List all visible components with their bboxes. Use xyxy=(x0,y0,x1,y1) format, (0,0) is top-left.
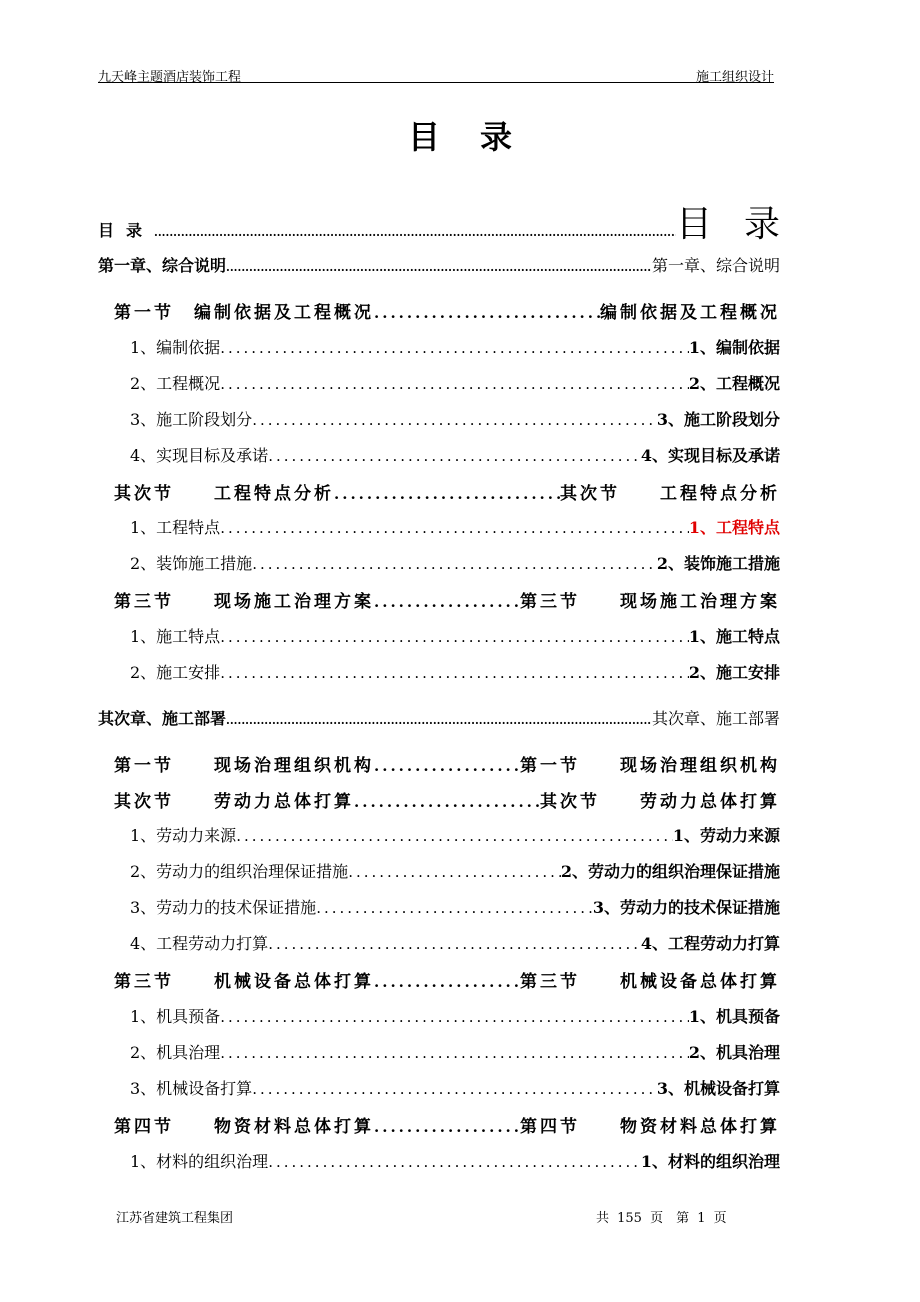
toc-leader-dots xyxy=(220,664,689,682)
toc-entry-chapter-1[interactable] xyxy=(98,253,780,276)
toc-entry-item[interactable] xyxy=(130,335,780,358)
toc-entry-ref: 2、装饰施工措施 xyxy=(656,554,780,573)
toc-leader-dots xyxy=(334,485,560,503)
toc-entry-item[interactable] xyxy=(130,551,780,574)
toc-entry-label: 1、编制依据 xyxy=(130,338,221,357)
toc-leader-dots xyxy=(236,827,673,845)
toc-entry-label: 第一章、综合说明 xyxy=(98,256,227,275)
toc-entry-item[interactable] xyxy=(130,371,780,394)
toc-entry-label: 3、劳动力的技术保证措施 xyxy=(130,898,317,917)
page-header xyxy=(98,64,774,83)
toc-entry-label: 其次节 工程特点分析 xyxy=(114,484,334,504)
toc-entry-item[interactable] xyxy=(130,1149,780,1172)
toc-entry-label: 2、机具治理 xyxy=(130,1043,221,1062)
toc-entry-label: 3、机械设备打算 xyxy=(130,1079,253,1098)
toc-entry-contents[interactable] xyxy=(98,196,812,247)
toc-leader-dots xyxy=(252,411,657,429)
toc-leader-dots xyxy=(226,714,652,727)
toc-entry-section[interactable] xyxy=(114,1112,780,1137)
toc-entry-label: 第一节 现场治理组织机构 xyxy=(114,756,374,776)
toc-leader-dots xyxy=(268,935,641,953)
toc-entry-label: 1、材料的组织治理 xyxy=(130,1152,269,1171)
page-title: 目录 xyxy=(407,118,552,156)
toc-entry-ref: 第四节 物资材料总体打算 xyxy=(520,1117,780,1137)
toc-leader-dots xyxy=(316,899,593,917)
toc-entry-item[interactable] xyxy=(130,407,780,430)
toc-leader-dots xyxy=(220,375,689,393)
toc-entry-ref: 4、工程劳动力打算 xyxy=(640,934,780,953)
toc-entry-ref: 1、施工特点 xyxy=(688,627,780,646)
toc-leader-dots xyxy=(348,863,561,881)
toc-entry-ref: 4、实现目标及承诺 xyxy=(640,446,780,465)
toc-entry-label: 2、装饰施工措施 xyxy=(130,554,253,573)
toc-leader-dots xyxy=(268,1153,641,1171)
toc-entry-label: 其次章、施工部署 xyxy=(98,709,227,728)
toc-entry-label: 4、工程劳动力打算 xyxy=(130,934,269,953)
toc-entry-ref: 第三节 现场施工治理方案 xyxy=(520,592,780,612)
toc-entry-item[interactable] xyxy=(130,823,780,846)
toc-entry-item[interactable] xyxy=(130,624,780,647)
toc-entry-label: 2、劳动力的组织治理保证措施 xyxy=(130,862,349,881)
header-doc-type: 施工组织设计 xyxy=(695,70,774,85)
toc-entry-item-highlighted[interactable] xyxy=(130,515,780,538)
toc-leader-dots xyxy=(220,339,689,357)
toc-entry-ref: 2、施工安排 xyxy=(688,663,780,682)
toc-leader-dots xyxy=(220,628,689,646)
toc-entry-label: 1、机具预备 xyxy=(130,1007,221,1026)
toc-entry-ref: 1、材料的组织治理 xyxy=(640,1152,780,1171)
toc-entry-label: 2、施工安排 xyxy=(130,663,221,682)
toc-entry-ref: 第一节 现场治理组织机构 xyxy=(520,756,780,776)
toc-entry-ref: 3、施工阶段划分 xyxy=(656,410,780,429)
toc-entry-ref: 1、机具预备 xyxy=(688,1007,780,1026)
toc-entry-label: 第一节 编制依据及工程概况 xyxy=(114,303,374,323)
footer-pagination: 共 155 页 第 1 页 xyxy=(596,1211,727,1226)
toc-entry-item[interactable] xyxy=(130,1076,780,1099)
toc-entry-ref: 2、劳动力的组织治理保证措施 xyxy=(560,862,780,881)
toc-entry-item[interactable] xyxy=(130,859,780,882)
toc-entry-label: 1、工程特点 xyxy=(130,518,221,537)
toc-entry-ref: 3、劳动力的技术保证措施 xyxy=(592,898,780,917)
toc-entry-label: 其次节 劳动力总体打算 xyxy=(114,792,354,812)
toc-entry-item[interactable] xyxy=(130,660,780,683)
toc-entry-ref: 1、劳动力来源 xyxy=(672,826,780,845)
toc-entry-ref: 1、工程特点 xyxy=(688,518,780,537)
toc-leader-dots xyxy=(252,555,657,573)
toc-leader-dots xyxy=(374,304,600,322)
toc-leader-dots xyxy=(268,447,641,465)
header-project-name: 九天峰主题酒店装饰工程 xyxy=(98,70,242,85)
toc-entry-label: 2、工程概况 xyxy=(130,374,221,393)
toc-entry-ref: 3、机械设备打算 xyxy=(656,1079,780,1098)
toc-leader-dots xyxy=(220,519,689,537)
toc-entry-ref: 其次节 工程特点分析 xyxy=(560,484,780,504)
toc-entry-ref: 编制依据及工程概况 xyxy=(600,303,780,323)
toc-entry-label: 第四节 物资材料总体打算 xyxy=(114,1117,374,1137)
toc-leader-dots xyxy=(374,593,520,611)
toc-entry-ref: 2、工程概况 xyxy=(688,374,780,393)
toc-entry-ref: 1、编制依据 xyxy=(688,338,780,357)
toc-leader-dots xyxy=(220,1044,689,1062)
toc-entry-ref: 第三节 机械设备总体打算 xyxy=(520,972,780,992)
toc-entry-section[interactable] xyxy=(114,787,780,812)
toc-leader-dots xyxy=(226,261,652,274)
toc-entry-ref: 第一章、综合说明 xyxy=(651,256,780,275)
toc-entry-item[interactable] xyxy=(130,1040,780,1063)
toc-entry-section[interactable] xyxy=(114,751,780,776)
toc-entry-item[interactable] xyxy=(130,931,780,954)
toc-entry-section[interactable] xyxy=(114,587,780,612)
toc-entry-item[interactable] xyxy=(130,1004,780,1027)
toc-leader-dots xyxy=(220,1008,689,1026)
toc-entry-label: 3、施工阶段划分 xyxy=(130,410,253,429)
toc-entry-item[interactable] xyxy=(130,895,780,918)
toc-entry-section[interactable] xyxy=(114,298,780,323)
toc-entry-label: 目录 xyxy=(98,221,155,240)
toc-leader-dots xyxy=(354,793,540,811)
toc-entry-section[interactable] xyxy=(114,479,780,504)
toc-entry-ref: 其次节 劳动力总体打算 xyxy=(540,792,780,812)
footer-company: 江苏省建筑工程集团 xyxy=(116,1211,234,1226)
toc-leader-dots xyxy=(374,1118,520,1136)
toc-entry-label: 第三节 机械设备总体打算 xyxy=(114,972,374,992)
toc-entry-label: 1、施工特点 xyxy=(130,627,221,646)
toc-entry-label: 1、劳动力来源 xyxy=(130,826,237,845)
toc-entry-label: 4、实现目标及承诺 xyxy=(130,446,269,465)
toc-entry-chapter-2[interactable] xyxy=(98,706,780,729)
toc-entry-label: 第三节 现场施工治理方案 xyxy=(114,592,374,612)
toc-leader-dots xyxy=(374,757,520,775)
toc-leader-dots xyxy=(374,973,520,991)
toc-leader-dots xyxy=(252,1080,657,1098)
toc-entry-ref: 其次章、施工部署 xyxy=(651,709,780,728)
toc-leader-dots xyxy=(154,226,676,239)
toc-entry-ref: 目录 xyxy=(675,204,812,245)
toc-entry-section[interactable] xyxy=(114,967,780,992)
toc-entry-item[interactable] xyxy=(130,443,780,466)
toc-entry-ref: 2、机具治理 xyxy=(688,1043,780,1062)
